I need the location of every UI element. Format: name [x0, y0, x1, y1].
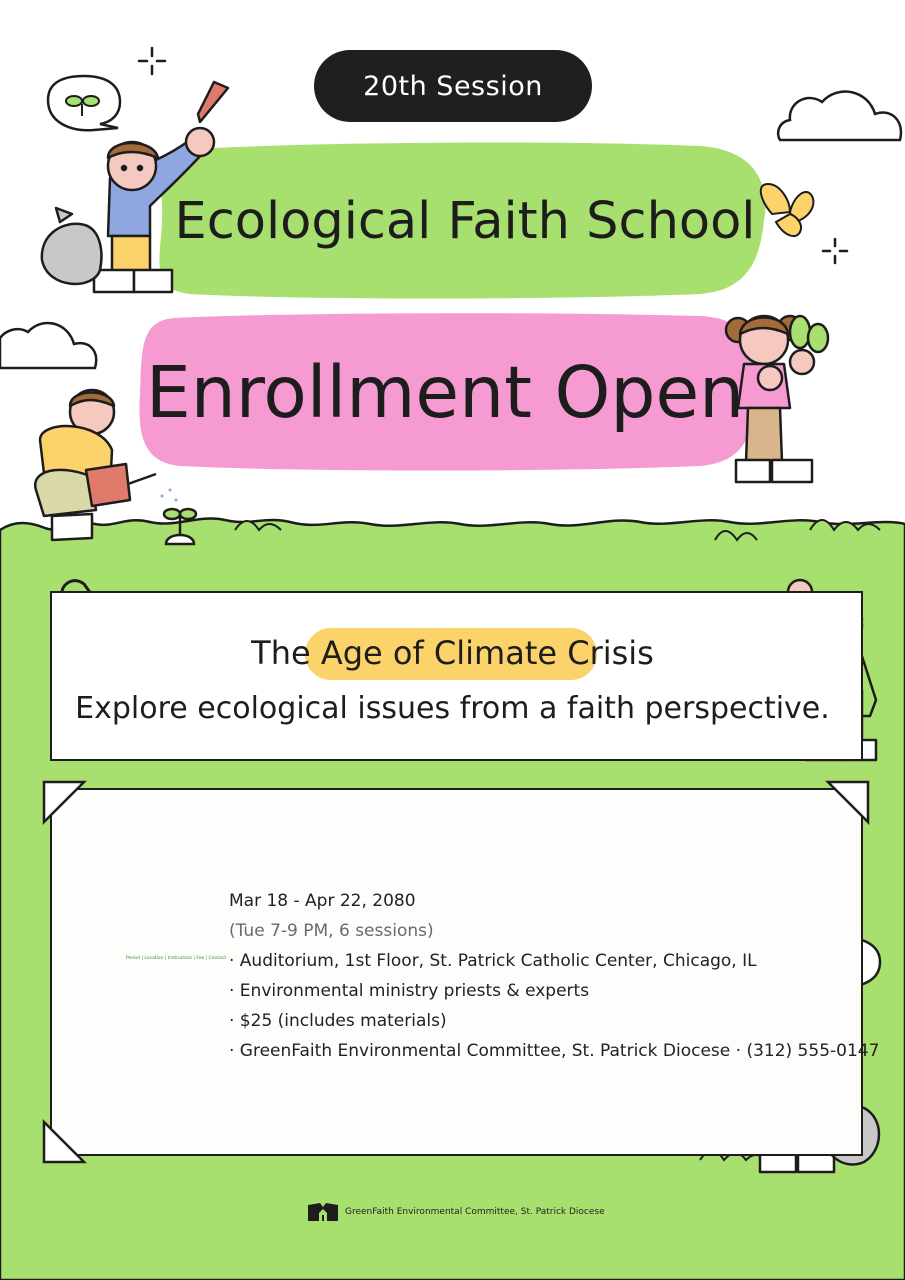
detail-instructors: · Environmental ministry priests & experts: [229, 981, 590, 1001]
detail-schedule: (Tue 7-9 PM, 6 sessions): [229, 921, 434, 941]
church-logo-icon: [307, 1201, 339, 1223]
school-title-text: Ecological Faith School: [174, 191, 756, 251]
sparkle-icon: [139, 48, 165, 74]
detail-location: · Auditorium, 1st Floor, St. Patrick Catholic Center, Chicago, IL: [229, 951, 757, 971]
details-list: [229, 886, 879, 1066]
footer: [307, 1201, 605, 1223]
footer-organization: GreenFaith Environmental Committee, St. Patrick Diocese: [345, 1207, 605, 1217]
enrollment-headline-text: Enrollment Open: [145, 350, 745, 434]
session-badge-label: 20th Session: [363, 70, 543, 102]
detail-period: Mar 18 - Apr 22, 2080: [229, 891, 416, 911]
cloud-icon: [0, 323, 96, 368]
session-badge: [314, 50, 592, 122]
sparkle-icon: [823, 239, 847, 263]
detail-category-labels: Period | Location | Instructors | Fee | Contact: [126, 956, 227, 961]
detail-contact: · GreenFaith Environmental Committee, St. Patrick Diocese · (312) 555-0147: [229, 1041, 880, 1061]
intro-heading: The Age of Climate Crisis: [251, 634, 654, 672]
detail-fee: · $25 (includes materials): [229, 1011, 447, 1031]
intro-subheading: Explore ecological issues from a faith perspective.: [75, 691, 830, 726]
cloud-icon: [778, 92, 901, 140]
speech-bubble-sprout-icon: [48, 76, 120, 130]
butterfly-icon: [761, 184, 814, 236]
school-title: [165, 145, 765, 297]
enrollment-headline: [140, 316, 750, 468]
